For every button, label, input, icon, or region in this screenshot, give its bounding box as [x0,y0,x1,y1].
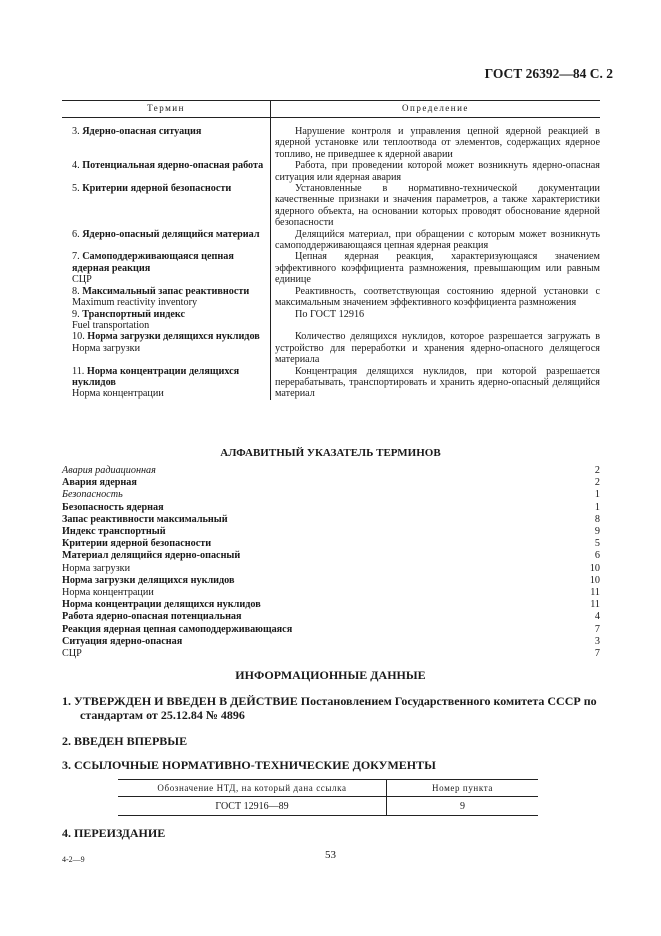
page-number: 53 [325,849,336,861]
term-synonym: Норма загрузки [72,342,141,354]
definition-cell [271,309,601,332]
index-term-number: 8 [594,513,600,525]
index-entry [62,624,600,636]
footer-code: 4-2—9 [62,855,85,864]
index-term: Критерии ядерной безопасности [62,538,212,550]
term-number: 7. [72,251,83,263]
index-entry [62,477,600,489]
index-term: Норма концентрации делящихся нуклидов [62,599,261,611]
term-number: 8. [72,285,83,297]
index-entry [62,514,600,526]
table-row [62,366,600,400]
info-item-introduced: 2. ВВЕДЕН ВПЕРВЫЕ [62,734,188,748]
table-row [62,309,600,332]
index-term: Авария ядерная [62,477,137,489]
index-term-number: 7 [594,623,600,635]
term-label: Норма загрузки делящихся нуклидов [87,331,260,343]
refs-doc-cell: ГОСТ 12916—89 [118,797,387,816]
term-cell [62,286,271,309]
index-term: Безопасность ядерная [62,501,164,513]
index-entry [62,587,600,599]
term-number: 11. [72,365,87,377]
table-row [62,251,600,285]
term-label: Ядерно-опасная ситуация [82,126,202,137]
table-row [62,183,600,229]
references-table [118,779,538,816]
index-term: Запас реактивности максимальный [62,513,228,525]
index-term-number: 1 [594,501,600,513]
definition-text: Количество делящихся нуклидов, которое разрешается загружать в устройство для переработки и хранения ядерно-опасного делящегося материала [275,331,600,366]
term-name [62,366,268,389]
index-term: Норма загрузки делящихся нуклидов [62,574,235,586]
info-title: ИНФОРМАЦИОННЫЕ ДАННЫЕ [235,668,426,682]
definition-cell [271,118,601,161]
term-label: Норма концентрации делящихся нуклидов [72,365,240,388]
term-number: 5. [72,183,83,195]
term-cell [62,160,271,183]
index-term: Норма загрузки [62,562,131,574]
index-term-number: 9 [594,526,600,538]
definition-text: Цепная ядерная реакция, характеризующаяся значением эффективного коэффициента размножения, превышающим или равным единице [275,251,600,286]
index-term: Материал делящийся ядерно-опасный [62,550,241,562]
table-row [118,797,538,816]
table-row [62,331,600,365]
index-title: АЛФАВИТНЫЙ УКАЗАТЕЛЬ ТЕРМИНОВ [220,447,441,459]
term-name [62,251,268,274]
col-definition-header: Определение [271,101,601,118]
index-term: Индекс транспортный [62,526,166,538]
term-cell [62,366,271,400]
index-term: СЦР [62,648,82,660]
definition-cell [271,160,601,183]
index-entry [62,550,600,562]
definition-text: Реактивность, соответствующая состоянию ядерной установки с максимальным значением эффективного коэффициента размножения [275,285,600,309]
term-synonym: СЦР [72,274,92,286]
index-entry [62,636,600,648]
index-entry [62,538,600,550]
term-cell [62,331,271,365]
index-term-number: 7 [594,648,600,660]
index-term-number: 11 [590,587,600,599]
info-item-references: 3. ССЫЛОЧНЫЕ НОРМАТИВНО-ТЕХНИЧЕСКИЕ ДОКУМЕНТЫ [62,758,436,772]
col-term-header: Термин [62,101,271,118]
terms-body [62,118,600,400]
term-number: 6. [72,228,83,240]
index-entry [62,502,600,514]
term-cell [62,309,271,332]
definition-cell [271,251,601,285]
refs-item-cell: 9 [387,797,539,816]
definition-cell [271,286,601,309]
term-number: 3. [72,126,83,137]
term-label: Самоподдерживающаяся цепная ядерная реакция [72,251,234,274]
term-synonym: Maximum reactivity inventory [72,297,198,309]
definition-text: Делящийся материал, при обращении с которым может возникнуть самоподдерживающаяся цепная ядерная реакция [275,228,600,252]
term-name [62,286,268,297]
alphabetical-index [62,465,600,660]
term-label: Критерии ядерной безопасности [82,183,232,195]
term-label: Потенциальная ядерно-опасная работа [82,160,264,172]
index-term-number: 2 [594,477,600,489]
term-name [62,331,268,342]
term-number: 10. [72,331,88,343]
term-label: Максимальный запас реактивности [82,285,250,297]
index-term: Норма концентрации [62,587,154,599]
definition-cell [271,331,601,365]
term-name [62,183,268,194]
index-term: Авария радиационная [62,465,156,476]
definition-text: Работа, при проведении которой может возникнуть ядерно-опасная ситуация или ядерная авария [275,160,600,183]
definition-text: Концентрация делящихся нуклидов, при которой разрешается перерабатывать, транспортировать и хранить ядерно-опасный делящийся материал [275,365,600,400]
term-name [62,309,268,320]
term-synonym: Норма концентрации [72,388,164,400]
index-term-number: 3 [594,635,600,647]
definition-text: По ГОСТ 12916 [295,308,365,320]
index-term-number: 11 [590,599,600,611]
definition-cell [271,183,601,229]
index-entry [62,563,600,575]
index-entry [62,526,600,538]
refs-col-item-header: Номер пункта [387,780,539,797]
index-term: Реакция ядерная цепная самоподдерживающаяся [62,623,293,635]
table-row [62,118,600,161]
terms-table [62,100,600,400]
refs-col-doc-header: Обозначение НТД, на который дана ссылка [118,780,387,797]
info-item-approved-line2: стандартам от 25.12.84 № 4896 [80,708,245,722]
index-entry [62,648,600,660]
index-term-number: 1 [594,489,600,501]
index-entry [62,465,600,477]
term-label: Транспортный индекс [82,308,186,320]
term-synonym: Fuel transportation [72,319,150,331]
index-entry [62,611,600,623]
index-term: Ситуация ядерно-опасная [62,635,183,647]
term-cell [62,183,271,229]
table-row [62,229,600,252]
term-name [62,160,268,171]
index-term-number: 2 [594,465,600,476]
term-number: 4. [72,160,83,172]
definition-cell [271,366,601,400]
definition-text: Установленные в нормативно-технической документации качественные признаки и значения параметров, а также характеристики ядерного объекта, на основании которых проводят обоснование ядерной безопасности [275,183,600,229]
term-cell [62,251,271,285]
definition-cell [271,229,601,252]
table-row [62,286,600,309]
info-item-reissue: 4. ПЕРЕИЗДАНИЕ [62,826,166,840]
index-term-number: 4 [594,611,600,623]
term-number: 9. [72,308,83,320]
info-item-approved-line1: 1. УТВЕРЖДЕН И ВВЕДЕН В ДЕЙСТВИЕ Постановлением Государственного комитета СССР по [62,694,597,708]
info-item-approved [62,694,600,722]
term-name [62,229,268,240]
index-term: Безопасность [62,489,123,501]
index-term: Работа ядерно-опасная потенциальная [62,611,242,623]
table-row [62,160,600,183]
term-name [62,126,268,137]
index-term-number: 10 [589,574,600,586]
index-entry [62,489,600,501]
index-term-number: 10 [589,562,600,574]
document-header: ГОСТ 26392—84 С. 2 [484,66,613,81]
term-cell [62,118,271,161]
definition-text: Нарушение контроля и управления цепной ядерной реакцией в ядерной установке или теплоотвода от элементов, содержащих ядерное топливо, не приведшее к ядерной аварии [275,126,600,160]
term-label: Ядерно-опасный делящийся материал [82,228,260,240]
index-entry [62,599,600,611]
index-term-number: 6 [594,550,600,562]
index-entry [62,575,600,587]
term-cell [62,229,271,252]
index-term-number: 5 [594,538,600,550]
